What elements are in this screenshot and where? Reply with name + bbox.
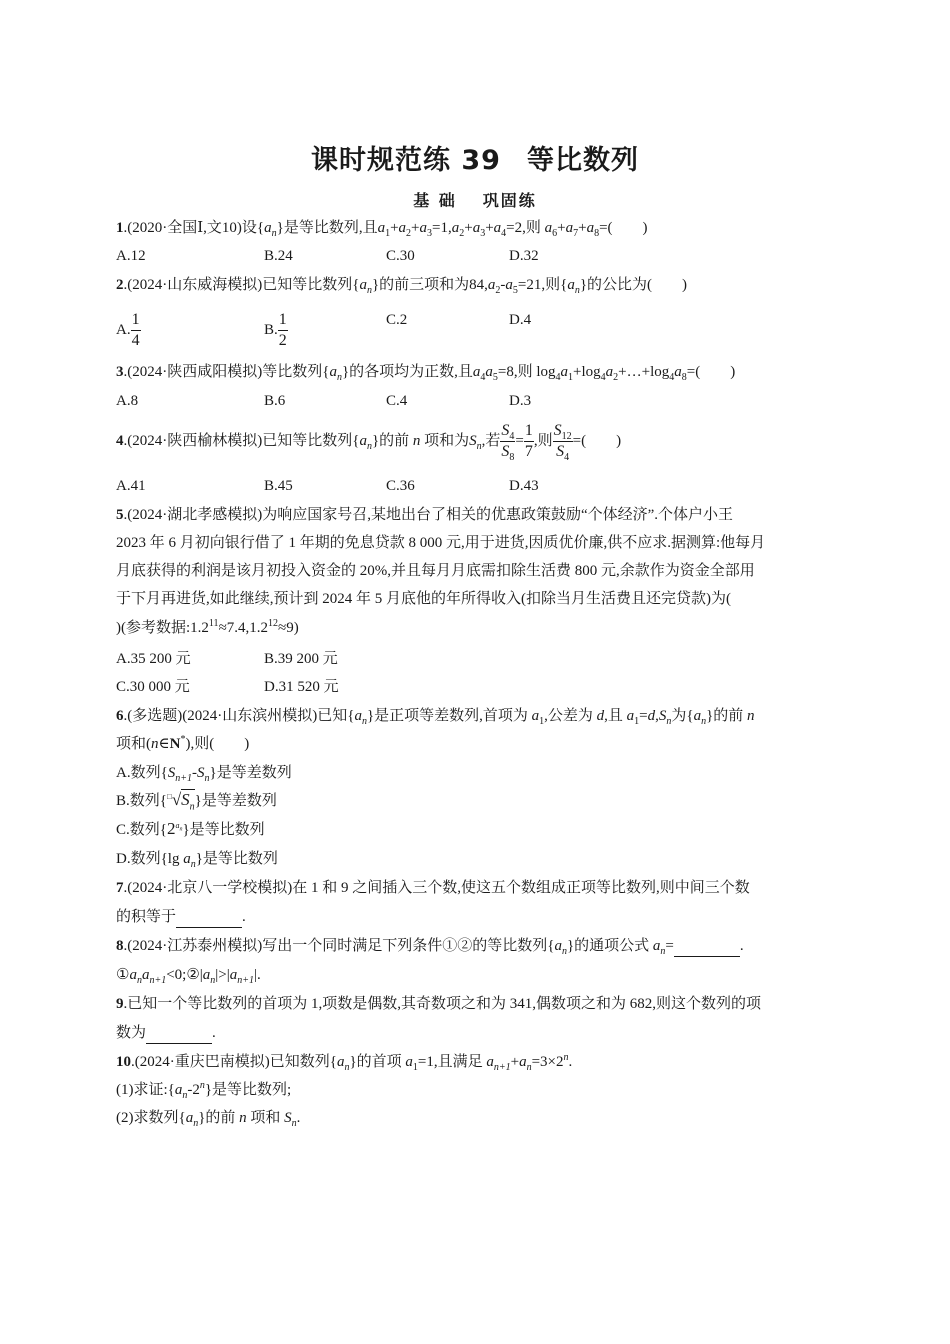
math-var: n [747,708,755,724]
numerator: 1 [278,311,287,328]
question-text: ),则( ) [185,736,250,752]
option-c: C.36 [386,478,415,494]
numerator [553,421,573,441]
math-sub: 12 [561,431,572,443]
question-5-line-2: 2023 年 6 月初向银行借了 1 年期的免息贷款 8 000 元,用于进货,因质优价廉,供不应求.据测算:他每月 [116,535,766,551]
math-sub: n [190,859,196,870]
math-var: S [167,765,176,781]
math-sub: n [701,716,707,727]
question-text: .(2024·陕西咸阳模拟)等比数列{ [123,364,330,380]
question-text: = [665,938,674,954]
math-var: d [596,708,605,724]
page-title [0,138,950,177]
option-text: D.数列{lg [116,851,184,867]
question-text: }的前三项和为84, [371,277,488,293]
math-sub: 3 [480,228,486,239]
option-c: C.2 [386,312,408,328]
question-number: 4 [116,433,124,449]
math-var: a [472,364,481,380]
math-var: a [565,220,574,236]
fraction-s12-s4 [553,421,573,462]
question-7-line-1 [116,878,750,898]
math-sub: n [271,228,277,239]
section-heading-part1: 基 础 [413,191,457,210]
question-text: .(2024·重庆巴南模拟)已知数列{ [131,1054,337,1070]
math-sub: n [660,946,666,957]
math-sub: n+1 [149,975,167,986]
question-text: .已知一个等比数列的首项为 1,项数是偶数,其奇数项之和为 341,偶数项之和为 682,则这个数列的项 [123,996,762,1012]
option-c: C.30 000 元 [116,679,190,695]
question-1: 1.(2020·全国Ⅰ,文10)设$\{a_n\}$是等比数列,且$a_1+a_2+a_3=1,a_2+a_3+a_4=2$,则 $a_6+a_7+a_8=$( ) [116,220,648,239]
question-6-line-2 [116,734,249,754]
question-text: - [500,277,506,293]
math-var: a [202,967,211,983]
question-text: )(参考数据:1.2 [116,620,209,636]
question-text: .(2024·北京八一学校模拟)在 1 和 9 之间插入三个数,使这五个数组成正项等比数列,则中间三个数 [123,880,750,896]
question-3 [116,362,735,382]
math-var: n [239,1110,247,1126]
numerator: 1 [524,422,533,440]
math-var: a [336,1054,345,1070]
question-6-line-1 [116,706,755,726]
option-d: D.31 520 元 [264,679,339,695]
question-text: 项和为 [424,433,470,449]
question-number: 3 [116,364,124,380]
math-sub: 7 [573,228,579,239]
question-7-line-2 [116,907,246,928]
question-10-part-1 [116,1080,291,1100]
option-b: B.39 200 元 [264,651,338,667]
option-a: A.8 [116,393,139,409]
option-a: A.35 200 元 [116,651,191,667]
question-2 [116,275,687,295]
question-text: . [242,909,246,925]
question-text: ,且 [604,708,623,724]
math-var: a [359,433,367,449]
question-text: }的前 [371,433,410,449]
math-sub: n [136,975,142,986]
math-sub: n [193,1118,199,1129]
math-var: a [531,708,540,724]
math-sub: 4 [564,452,570,464]
math-sup: * [180,734,186,745]
math-sub: 2 [495,285,501,296]
option-text: B.数列{ [116,793,167,809]
option-b: B.45 [264,478,293,494]
question-text: . [568,1054,573,1070]
question-text: |>| [215,967,230,983]
math-var: a [141,967,150,983]
math-var: S [501,443,510,461]
question-number: 6 [116,708,124,724]
math-var: a [354,708,362,724]
math-sup: n [199,1080,205,1091]
option-d: D.43 [509,478,539,494]
option-d: D.3 [509,393,532,409]
math-sub: n [526,1062,532,1073]
option-text: }是等比数列 [182,822,265,838]
math-sub: 3 [427,228,433,239]
math-var: a [560,364,569,380]
math-var: a [377,220,386,236]
math-sub: 2 [406,228,412,239]
math-sub: 1 [385,228,391,239]
question-text: -2 [187,1082,200,1098]
question-10-part-2 [116,1108,300,1128]
math-sub: n+1 [493,1062,511,1073]
math-sub: 4 [600,372,606,383]
question-text: ,则 [533,433,553,449]
fraction-s4-s8 [500,421,515,462]
math-sub: n [189,801,195,813]
question-text: }的首项 [349,1054,402,1070]
question-9-line-1 [116,994,761,1014]
section-heading [0,188,950,211]
question-text: .(2020·全国Ⅰ,文10)设{ [123,220,265,236]
question-5-line-1 [116,505,733,525]
question-text: 项和 [250,1110,281,1126]
math-sub: 8 [594,228,600,239]
title-topic: 等比数列 [526,145,639,176]
question-text: }的通项公式 [566,938,650,954]
math-sup: 12 [268,618,279,629]
math-sub: n [366,441,372,452]
question-text: <0;②| [166,967,203,983]
answer-blank[interactable] [146,1023,212,1044]
question-number: 5 [116,507,124,523]
section-heading-part2: 巩固练 [482,191,537,210]
question-text: }是等比数列; [204,1082,292,1098]
math-var: S [469,433,477,449]
question-6-option-c [116,819,265,840]
math-sub: 4 [509,431,515,443]
numerator: 1 [131,311,140,328]
math-sub: 4 [669,372,675,383]
question-number: 1 [116,220,124,236]
question-6-option-d [116,849,278,869]
math-var: a [487,277,496,293]
question-text: . [739,938,744,954]
radicand [181,789,195,813]
answer-blank[interactable] [674,936,740,957]
math-var: a [183,851,191,867]
question-text: . [212,1025,216,1041]
question-text: = [639,708,648,724]
math-var: a [174,1082,183,1098]
math-var: d [647,708,656,724]
math-sub: 5 [492,372,498,383]
question-text: =8,则 log [497,364,556,380]
option-text: }是等差数列 [209,765,292,781]
question-text: }的公比为( ) [579,277,688,293]
question-text: =21,则{ [517,277,568,293]
question-text: =( ) [572,433,622,449]
math-sub: n+1 [237,975,254,986]
math-var: a [229,967,238,983]
math-sup: n [563,1052,569,1063]
math-sub: 5 [512,285,518,296]
question-text: (1)求证:{ [116,1082,175,1098]
option-b: B.6 [264,393,286,409]
math-sub: 1 [412,1062,418,1073]
math-var: a [674,364,682,380]
question-text: =3×2 [531,1054,564,1070]
math-var: a [264,220,272,236]
math-var: a [519,1054,527,1070]
question-5-line-5 [116,618,299,638]
math-sub: 1 [539,716,545,727]
question-text: (2)求数列{ [116,1110,186,1126]
option-a [116,310,141,351]
denominator: 4 [131,332,140,349]
question-4 [116,418,621,464]
option-text: A.数列{ [116,765,168,781]
option-b [264,310,288,351]
root-index: □ [166,792,172,801]
question-number: 10 [116,1054,131,1070]
math-sub: 4 [501,228,507,239]
question-5-line-4: 于下月再进货,如此继续,预计到 2024 年 5 月底他的年所得收入(扣除当月生活费且还完贷款)为( [116,591,731,607]
math-sub: 8 [509,452,515,464]
math-sub: n [204,773,210,784]
math-var: a [605,364,614,380]
math-sub: n [210,975,216,986]
option-label: B. [264,321,278,338]
math-var: a [129,967,137,983]
option-text: - [192,765,198,781]
option-text: }是等比数列 [195,851,278,867]
answer-blank[interactable] [176,907,242,928]
question-text: }的前 [706,708,744,724]
question-number: 8 [116,938,124,954]
math-sub: 4 [555,372,561,383]
math-var: a [405,1054,413,1070]
question-2-options [116,304,716,348]
math-var: a [329,364,337,380]
math-sup: 11 [208,618,219,629]
math-var: a [451,220,460,236]
math-sub: n [291,1118,297,1129]
question-text: 为{ [671,708,694,724]
question-text: 的积等于 [116,909,177,925]
question-text: .(2024·湖北孝感模拟)为响应国家号召,某地出台了相关的优惠政策鼓励“个体经济”.个体户小王 [123,507,734,523]
math-sub: n [179,826,183,833]
question-text: ≈7.4,1.2 [218,620,269,636]
math-var: S [556,443,565,461]
question-text: , [655,708,659,724]
question-text: .(多选题)(2024·山东滨州模拟)已知{ [123,708,355,724]
math-var: S [553,422,562,440]
math-var: a [567,277,575,293]
math-var: S [284,1110,292,1126]
math-var: a [505,277,513,293]
denominator: 2 [278,332,287,349]
option-d: D.32 [509,248,539,264]
math-var: a [419,220,428,236]
question-number: 9 [116,996,124,1012]
question-text: .(2024·山东威海模拟)已知等比数列{ [123,277,360,293]
question-text: ,若 [481,433,501,449]
math-sub: n [336,372,342,383]
math-sub: n [574,285,580,296]
math-sub: 2 [459,228,465,239]
denominator [553,441,573,462]
math-base: 2 [166,819,176,838]
math-var: a [652,938,661,954]
option-a: A.41 [116,478,146,494]
question-text: ∈ [158,736,170,752]
question-10-line-1 [116,1052,572,1072]
math-sup: a [175,821,180,830]
math-var: a [626,708,635,724]
math-var: S [181,790,190,809]
question-text: }是正项等差数列,首项为 [366,708,528,724]
math-set: N [169,736,181,752]
math-sub: n [366,285,372,296]
title-number: 课时规范练 39 [311,145,501,176]
math-var: a [493,220,502,236]
option-text: C.数列{ [116,822,167,838]
question-8-line-2 [116,965,261,985]
math-sub: n [182,1090,188,1101]
math-var: a [544,220,553,236]
denominator [500,441,515,462]
option-b: B.24 [264,248,293,264]
question-5-line-3: 月底获得的利润是该月初投入资金的 20%,并且每月月底需扣除生活费 800 元,余款作为资金全部用 [116,563,755,579]
question-text: =( ) [686,364,736,380]
radical-icon: √ [171,790,182,809]
question-text: + [510,1054,520,1070]
denominator: 7 [524,443,533,461]
question-number: 7 [116,880,124,896]
math-var: S [658,708,667,724]
question-9-line-2 [116,1023,216,1044]
math-var: a [693,708,702,724]
question-text: +…+log [618,364,670,380]
fraction-one-seventh [524,421,534,462]
question-text: .(2024·江苏泰州模拟)写出一个同时满足下列条件①②的等比数列{ [123,938,555,954]
question-text: .(2024·陕西榆林模拟)已知等比数列{ [123,433,360,449]
question-text: +log [573,364,601,380]
fraction [131,310,141,351]
option-c: C.4 [386,393,408,409]
math-var: a [398,220,407,236]
math-sub: 2 [613,372,619,383]
math-var: a [472,220,481,236]
question-text: }是等比数列,且 [276,220,378,236]
question-text: }的各项均为正数,且 [341,364,473,380]
math-sub: n [561,946,567,957]
math-sub: n [344,1062,350,1073]
question-text: 项和( [116,736,151,752]
math-var: a [185,1110,194,1126]
numerator [500,421,515,441]
math-var: S [501,422,510,440]
option-c: C.30 [386,248,415,264]
math-sub: 8 [681,372,687,383]
option-text: }是等差数列 [194,793,277,809]
option-a: A.12 [116,248,146,264]
math-var: a [586,220,595,236]
math-var: S [197,765,205,781]
question-text: ,公差为 [544,708,593,724]
math-var: a [359,277,367,293]
math-var: a [486,1054,494,1070]
math-sub: 6 [552,228,558,239]
math-sub: n+1 [175,773,193,784]
option-d: D.4 [509,312,532,328]
math-sub: 1 [568,372,574,383]
question-text: =1,且满足 [417,1054,483,1070]
question-text: . [296,1110,301,1126]
math-var: n [412,433,421,449]
question-text: ① [116,967,130,983]
math-sub: 4 [480,372,486,383]
question-text: |. [254,967,261,983]
fraction [278,310,288,351]
question-text: }的前 [198,1110,236,1126]
question-number: 2 [116,277,124,293]
math-var: a [554,938,562,954]
math-sub: 1 [634,716,640,727]
math-var: a [485,364,493,380]
question-text: ≈9) [278,620,299,636]
question-8-line-1 [116,936,744,957]
question-text: = [515,433,524,449]
math-sub: n [361,716,367,727]
question-6-option-b [116,790,277,811]
question-text: 数为 [116,1025,147,1041]
question-6-option-a [116,763,292,783]
math-sub: n [476,441,482,452]
math-var: n [151,736,159,752]
option-label: A. [116,321,131,338]
math-sub: n [666,716,672,727]
